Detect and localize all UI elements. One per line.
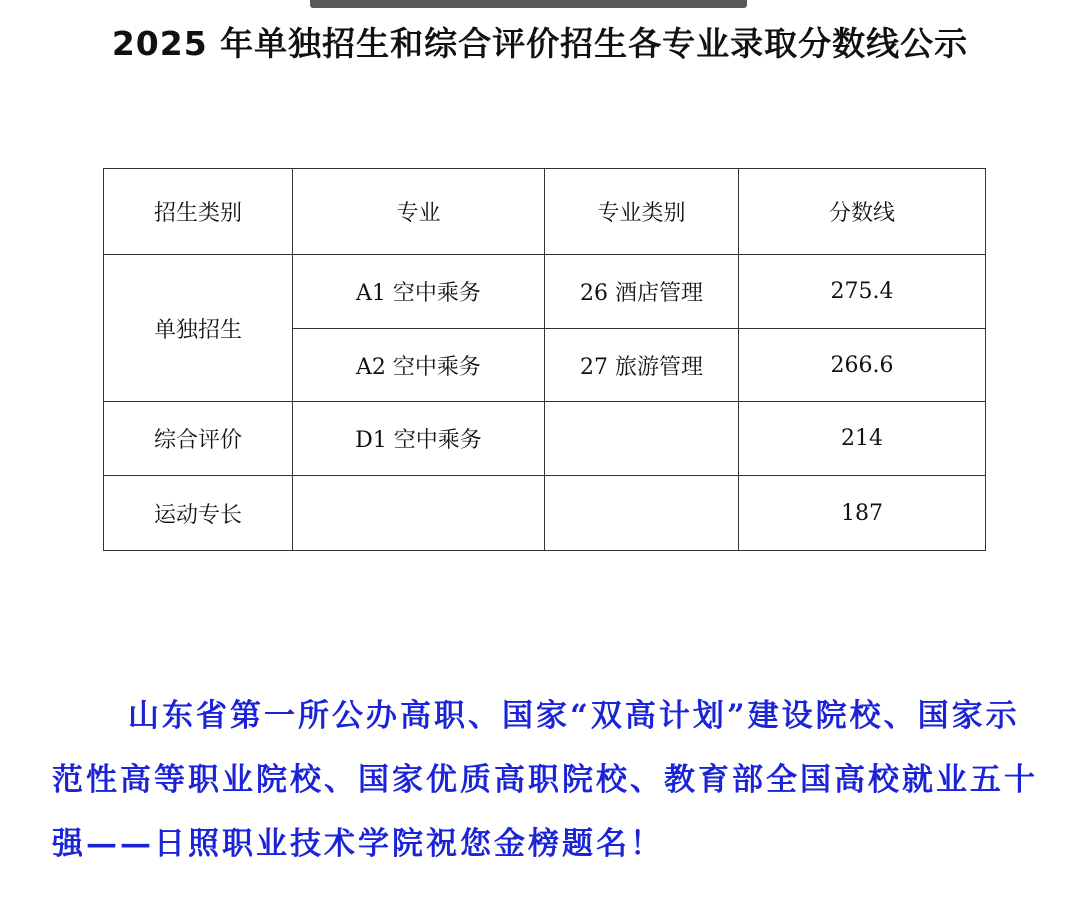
- table-row: [104, 402, 986, 476]
- score-table: [103, 168, 986, 551]
- page-title: 2025 年单独招生和综合评价招生各专业录取分数线公示: [111, 24, 969, 63]
- cell-major-type: 26 酒店管理: [545, 255, 739, 329]
- table-header-row: [104, 169, 986, 255]
- cell-major-type: [545, 402, 739, 476]
- cell-category: 单独招生: [104, 255, 293, 402]
- header-score: 分数线: [739, 169, 986, 255]
- cell-major: A1 空中乘务: [293, 255, 545, 329]
- cell-score: 266.6: [739, 329, 986, 402]
- header-major-type: 专业类别: [545, 169, 739, 255]
- header-major: 专业: [293, 169, 545, 255]
- cell-score: 214: [739, 402, 986, 476]
- top-scroll-bar: [310, 0, 747, 8]
- cell-major: D1 空中乘务: [293, 402, 545, 476]
- cell-score: 275.4: [739, 255, 986, 329]
- college-slogan: 山东省第一所公办高职、国家“双高计划”建设院校、国家示范性高等职业院校、国家优质高职院校、教育部全国高校就业五十强——日照职业技术学院祝您金榜题名！: [52, 698, 1038, 862]
- cell-score: 187: [739, 476, 986, 551]
- cell-major-type: 27 旅游管理: [545, 329, 739, 402]
- table-row: [104, 255, 986, 329]
- cell-major: A2 空中乘务: [293, 329, 545, 402]
- cell-major-type: [545, 476, 739, 551]
- cell-major: [293, 476, 545, 551]
- table-row: [104, 476, 986, 551]
- header-category: 招生类别: [104, 169, 293, 255]
- cell-category: 综合评价: [104, 402, 293, 476]
- cell-category: 运动专长: [104, 476, 293, 551]
